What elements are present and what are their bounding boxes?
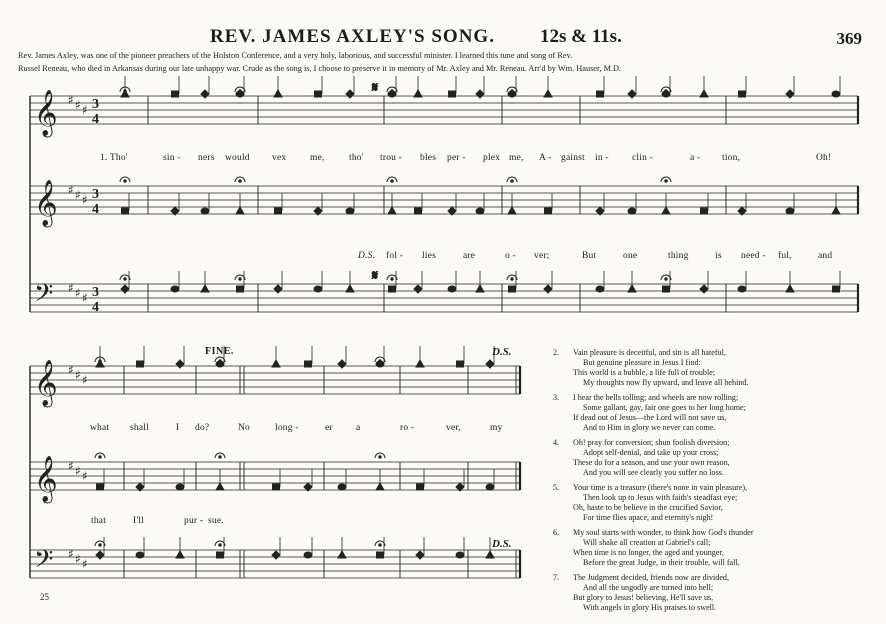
- note-head: [171, 286, 179, 292]
- verse-stanza: [553, 573, 873, 613]
- time-signature: 4: [92, 202, 99, 217]
- verse-stanza: [553, 348, 873, 388]
- sharp-icon: ♯: [82, 103, 88, 117]
- lyric-syllable: gainst: [561, 153, 585, 163]
- lyric-syllable: tho': [349, 153, 364, 163]
- segno-icon: 𝄋: [372, 80, 379, 96]
- note-head: [738, 286, 746, 292]
- verse-line: Some gallant, gay, fair one goes to her long home;: [583, 403, 746, 412]
- fermata-dot: [124, 278, 126, 280]
- lyric-syllable: do?: [195, 423, 210, 433]
- verse-stanza: [553, 483, 873, 523]
- note-head: [137, 361, 144, 367]
- lyric-syllable: are: [463, 251, 476, 261]
- lyric-syllable: Oh!: [816, 153, 832, 163]
- verse-number: 6.: [553, 528, 560, 537]
- sharp-icon: ♯: [75, 368, 81, 382]
- verses-block: [553, 348, 873, 618]
- treble-clef-icon: 𝄞: [34, 180, 58, 226]
- note-head: [456, 552, 464, 558]
- song-title: REV. JAMES AXLEY'S SONG.: [210, 26, 495, 47]
- lyric-syllable: per -: [447, 153, 466, 163]
- verse-line: These do for a season, and use your own reason,: [573, 458, 730, 467]
- lyric-syllable: would: [225, 153, 250, 163]
- lyric-syllable: need -: [741, 251, 766, 261]
- ds-marker-bottom: D.S.: [492, 538, 512, 550]
- lyric-syllable: vex: [272, 153, 287, 163]
- note-head: [628, 90, 636, 98]
- note-head: [315, 91, 322, 97]
- lyric-syllable: 1. Tho': [100, 153, 128, 163]
- note-head: [597, 91, 604, 97]
- sharp-icon: ♯: [82, 557, 88, 571]
- lyric-syllable: lies: [422, 251, 436, 261]
- verse-line: [553, 573, 873, 583]
- verse-stanza: [553, 393, 873, 433]
- lyric-syllable: plex: [483, 153, 501, 163]
- time-signature: 4: [92, 300, 99, 315]
- note-head: [544, 285, 552, 293]
- verse-number: 4.: [553, 438, 560, 447]
- verse-line: [553, 483, 873, 493]
- sharp-icon: ♯: [82, 469, 88, 483]
- fermata-dot: [239, 90, 241, 92]
- verse-line: Before the great Judge, in their trouble, will fall.: [583, 558, 740, 567]
- note-head: [739, 91, 746, 97]
- ds-marker-top: D.S.: [492, 346, 512, 358]
- sharp-icon: ♯: [75, 286, 81, 300]
- lyric-syllable: a -: [690, 153, 701, 163]
- note-head: [449, 91, 456, 97]
- verse-first-line: Oh! pray for conversion; shun foolish diversion;: [573, 438, 730, 447]
- verse-line: Oh, haste to be believe in the crucified Savior,: [573, 503, 723, 512]
- page-number: 369: [836, 29, 862, 48]
- bass-clef-icon: 𝄢: [34, 545, 54, 580]
- verse-line: And you will see clearly you suffer no loss.: [583, 468, 724, 477]
- note-head: [201, 90, 209, 98]
- lyric-syllable: trou -: [380, 153, 403, 163]
- lyric-syllable: o -: [505, 251, 516, 261]
- sharp-icon: ♯: [75, 98, 81, 112]
- note-head: [201, 208, 209, 214]
- sharp-icon: ♯: [68, 459, 74, 473]
- verse-line: This world is a bubble, a life full of trouble;: [573, 368, 716, 377]
- preface-line-2: Russel Reneau, who died in Arkansas during our late unhappy war. Crude as the song is, I choose to preserve it in memory of Mr. Axley and Mr. Reneau. Arr'd by Wm. Hauser, M.D.: [18, 64, 622, 73]
- verse-line: And to Him in glory we never can come.: [583, 423, 716, 432]
- fermata-dot: [511, 180, 513, 182]
- note-head: [273, 484, 280, 490]
- lyric-syllable: er: [325, 423, 333, 433]
- fermata-dot: [379, 544, 381, 546]
- fermata-dot: [219, 456, 221, 458]
- lyric-syllable: thing: [668, 251, 689, 261]
- verse-first-line: I hear the bells tolling; and wheels are now rolling;: [573, 393, 739, 402]
- note-head: [486, 360, 494, 368]
- lyric-syllable: that: [91, 516, 107, 526]
- note-head: [275, 208, 282, 214]
- lyric-syllable: and: [818, 251, 833, 261]
- note-head: [786, 90, 794, 98]
- meter-label: 12s & 11s.: [540, 26, 622, 47]
- lyrics-ds-label: D.S.: [358, 251, 376, 261]
- fermata-dot: [391, 180, 393, 182]
- note-head: [701, 208, 708, 214]
- lyric-syllable: ver,: [446, 423, 461, 433]
- verse-stanza: [553, 438, 873, 478]
- note-head: [663, 286, 670, 292]
- sharp-icon: ♯: [68, 281, 74, 295]
- note-head: [415, 208, 422, 214]
- note-head: [274, 285, 282, 293]
- lyric-syllable: sue.: [208, 516, 224, 526]
- note-head: [314, 286, 322, 292]
- note-head: [346, 90, 354, 98]
- fermata-dot: [511, 90, 513, 92]
- lyric-syllable: long -: [275, 423, 299, 433]
- lyric-syllable: one: [623, 251, 638, 261]
- lyric-syllable: shall: [130, 423, 149, 433]
- note-head: [596, 286, 604, 292]
- lyric-syllable: clin -: [632, 153, 653, 163]
- fermata-dot: [665, 180, 667, 182]
- verse-line: With angels in glory His praises to swell.: [583, 603, 717, 612]
- note-head: [217, 552, 224, 558]
- verse-line: If dead out of Jesus—the Lord will not save us,: [573, 413, 727, 422]
- sharp-icon: ♯: [82, 373, 88, 387]
- note-head: [700, 285, 708, 293]
- note-head: [176, 360, 184, 368]
- fermata-dot: [124, 90, 126, 92]
- sharp-icon: ♯: [82, 291, 88, 305]
- note-head: [448, 286, 456, 292]
- verse-line: Will shake all creation at Gabriel's call;: [583, 538, 711, 547]
- fermata-dot: [219, 360, 221, 362]
- lyric-syllable: fol -: [386, 251, 404, 261]
- sharp-icon: ♯: [75, 552, 81, 566]
- verse-number: 5.: [553, 483, 560, 492]
- note-head: [377, 552, 384, 558]
- lyric-syllable: ners: [198, 153, 215, 163]
- lyric-syllable: ro -: [400, 423, 415, 433]
- verse-first-line: My soul starts with wonder, to think how God's thunder: [573, 528, 754, 537]
- verse-number: 7.: [553, 573, 560, 582]
- lyric-syllable: a: [356, 423, 361, 433]
- lyric-syllable: ful,: [778, 251, 792, 261]
- note-head: [628, 208, 636, 214]
- note-head: [832, 91, 840, 97]
- note-head: [338, 484, 346, 490]
- fermata-dot: [379, 456, 381, 458]
- verse-line: But genuine pleasure in Jesus I find:: [583, 358, 701, 367]
- note-head: [786, 208, 794, 214]
- note-head: [237, 286, 244, 292]
- sharp-icon: ♯: [82, 193, 88, 207]
- fermata-dot: [391, 278, 393, 280]
- segno-icon: 𝄋: [372, 268, 379, 284]
- lyric-syllable: I'll: [133, 516, 144, 526]
- fermata-dot: [511, 278, 513, 280]
- time-signature: 3: [92, 97, 99, 112]
- verse-number: 2.: [553, 348, 560, 357]
- fermata-dot: [124, 180, 126, 182]
- note-head: [414, 285, 422, 293]
- sharp-icon: ♯: [75, 188, 81, 202]
- fermata-dot: [379, 360, 381, 362]
- verse-line: For time flies apace, and eternity's nigh!: [583, 513, 714, 522]
- note-head: [833, 286, 840, 292]
- sharp-icon: ♯: [68, 547, 74, 561]
- verse-first-line: Vain pleasure is deceitful, and sin is all hateful,: [573, 348, 726, 357]
- verse-line: [553, 393, 873, 403]
- lyric-syllable: in -: [595, 153, 609, 163]
- verse-line: And all the ungodly are turned into hell;: [583, 583, 714, 592]
- lyric-syllable: what: [90, 423, 110, 433]
- lyric-syllable: No: [238, 423, 251, 433]
- note-head: [121, 285, 129, 293]
- treble-clef-icon: 𝄞: [34, 90, 58, 136]
- note-head: [272, 551, 280, 559]
- sharp-icon: ♯: [75, 464, 81, 478]
- lyric-syllable: bles: [420, 153, 437, 163]
- fermata-dot: [239, 278, 241, 280]
- note-head: [304, 552, 312, 558]
- note-head: [476, 90, 484, 98]
- verse-line: [553, 348, 873, 358]
- note-head: [136, 552, 144, 558]
- note-head: [457, 361, 464, 367]
- preface-line-1: Rev. James Axley, was one of the pioneer preachers of the Holston Conference, and a very holy, laborious, and successful minister. I learned this tune and song of Rev.: [18, 51, 573, 60]
- verse-line: Adopt self-denial, and take up your cross;: [583, 448, 719, 457]
- fermata-dot: [99, 544, 101, 546]
- note-head: [346, 208, 354, 214]
- verse-line: [553, 528, 873, 538]
- verse-number: 3.: [553, 393, 560, 402]
- note-head: [545, 208, 552, 214]
- note-head: [486, 484, 494, 490]
- note-head: [305, 361, 312, 367]
- lyric-syllable: But: [582, 251, 597, 261]
- fine-marker: FINE.: [205, 346, 234, 357]
- fermata-dot: [665, 90, 667, 92]
- verse-line: My thoughts now fly upward, and leave all behind.: [583, 378, 749, 387]
- page-signature: 25: [40, 592, 49, 602]
- lyric-syllable: me,: [310, 153, 325, 163]
- lyric-syllable: pur -: [184, 516, 204, 526]
- lyric-syllable: I: [176, 423, 180, 433]
- note-head: [416, 551, 424, 559]
- time-signature: 3: [92, 187, 99, 202]
- verse-line: Then look up to Jesus with faith's steadfast eye;: [583, 493, 738, 502]
- verse-line: [553, 438, 873, 448]
- lyric-syllable: me,: [509, 153, 524, 163]
- lyric-syllable: is: [715, 251, 722, 261]
- fermata-dot: [239, 180, 241, 182]
- note-head: [176, 484, 184, 490]
- lyric-syllable: A -: [539, 153, 552, 163]
- fermata-dot: [665, 278, 667, 280]
- fermata-dot: [99, 360, 101, 362]
- note-head: [509, 286, 516, 292]
- note-head: [389, 286, 396, 292]
- treble-clef-icon: 𝄞: [34, 360, 58, 406]
- lyric-syllable: sin -: [163, 153, 181, 163]
- note-head: [97, 484, 104, 490]
- sharp-icon: ♯: [68, 363, 74, 377]
- lyric-syllable: tion,: [722, 153, 741, 163]
- fermata-dot: [99, 456, 101, 458]
- treble-clef-icon: 𝄞: [34, 456, 58, 502]
- lyric-syllable: my: [490, 423, 503, 433]
- verse-line: When time is no longer, the aged and younger,: [573, 548, 724, 557]
- note-head: [476, 208, 484, 214]
- note-head: [96, 551, 104, 559]
- note-head: [417, 484, 424, 490]
- time-signature: 4: [92, 112, 99, 127]
- note-head: [172, 91, 179, 97]
- verse-stanza: [553, 528, 873, 568]
- sharp-icon: ♯: [68, 183, 74, 197]
- verse-line: But glory to Jesus! believing, He'll save us,: [573, 593, 714, 602]
- verse-first-line: The Judgment decided, friends now are divided,: [573, 573, 729, 582]
- sharp-icon: ♯: [68, 93, 74, 107]
- fermata-dot: [391, 90, 393, 92]
- time-signature: 3: [92, 285, 99, 300]
- note-head: [122, 208, 129, 214]
- bass-clef-icon: 𝄢: [34, 279, 54, 314]
- note-head: [338, 360, 346, 368]
- lyric-syllable: ver;: [534, 251, 550, 261]
- verse-first-line: Your time is a treasure (there's none in vain pleasure),: [573, 483, 748, 492]
- fermata-dot: [219, 544, 221, 546]
